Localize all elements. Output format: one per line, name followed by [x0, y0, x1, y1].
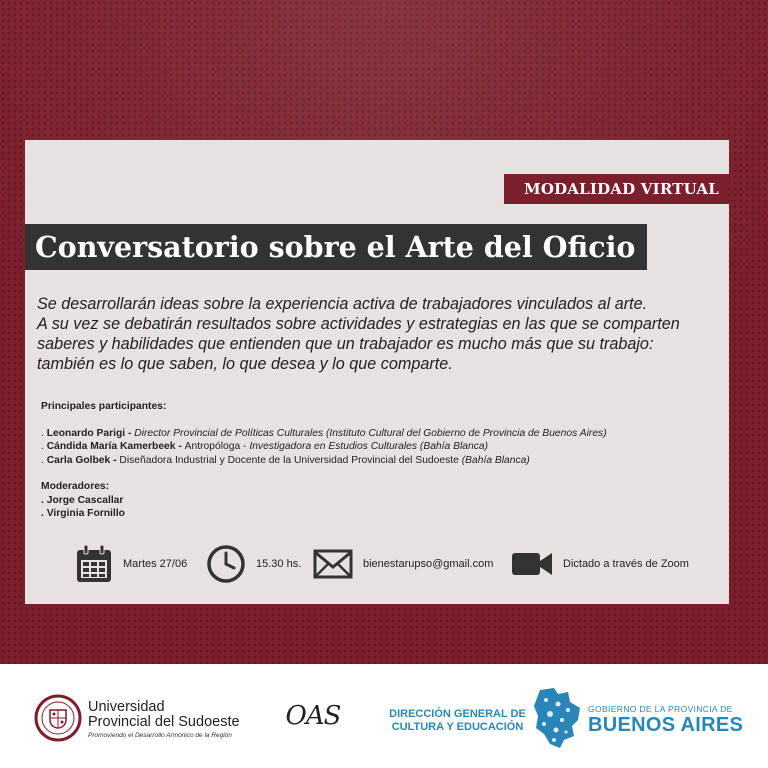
participant-role: (Bahía Blanca)	[461, 454, 530, 466]
participant-role-plain: Antropóloga -	[184, 441, 250, 452]
pba-big-text: BUENOS AIRES	[588, 714, 744, 736]
participant-role: Investigadora en Estudios Culturales (Bahía Blanca)	[249, 441, 489, 452]
calendar-icon	[75, 544, 113, 584]
clock-icon	[206, 544, 246, 584]
email-info[interactable]	[313, 542, 493, 586]
email-link[interactable]: bienestarupso@gmail.com	[363, 558, 494, 570]
participant-separator: -	[175, 441, 185, 452]
time-text: 15.30 hs.	[256, 558, 302, 570]
date-info	[75, 542, 187, 586]
moderator-item: . Virginia Fornillo	[41, 508, 125, 519]
dgce-line2: CULTURA Y EDUCACIÓN	[391, 721, 524, 733]
pba-wordmark	[588, 704, 743, 736]
modality-badge: MODALIDAD VIRTUAL	[504, 174, 729, 204]
moderator-item: . Jorge Cascallar	[41, 494, 124, 506]
participant-role: Director Provincial de Políticas Culturales (Instituto Cultural del Gobierno de Provincia de Buenos Aires)	[134, 427, 607, 439]
oas-logo: OAS	[285, 701, 341, 731]
upso-name-line1: Universidad	[88, 699, 165, 715]
time-info	[206, 542, 301, 586]
participant-bullet: .	[41, 441, 47, 452]
participants-section	[41, 400, 721, 521]
footer-logos	[0, 664, 768, 768]
participant-name: Leonardo Parigi	[46, 427, 126, 439]
participant-item	[41, 427, 721, 441]
event-description	[37, 294, 727, 374]
dgce-line1: DIRECCIÓN GENERAL DE	[389, 708, 526, 720]
moderators-heading: Moderadores:	[41, 481, 110, 492]
participant-name: Cándida María Kamerbeek	[46, 441, 176, 452]
description-line: también es lo que saben, lo que desea y lo que comparte.	[37, 355, 453, 373]
participant-bullet: .	[41, 427, 47, 439]
moderators-section	[41, 480, 721, 521]
participant-bullet: .	[41, 454, 47, 466]
upso-seal-logo	[34, 694, 82, 747]
event-info-row	[25, 542, 729, 586]
buenos-aires-map-icon	[532, 686, 584, 755]
participant-item	[41, 440, 721, 454]
upso-wordmark	[88, 700, 240, 739]
event-card	[25, 140, 729, 604]
participant-separator: -	[125, 427, 135, 439]
event-title: Conversatorio sobre el Arte del Oficio	[25, 224, 647, 270]
participants-heading: Principales participantes:	[41, 401, 167, 412]
pba-small-text: GOBIERNO DE LA PROVINCIA DE	[588, 704, 733, 714]
participant-role-plain: Diseñadora Industrial y Docente de la Universidad Provincial del Sudoeste	[119, 454, 462, 466]
platform-info	[511, 542, 689, 586]
participant-name: Carla Golbek	[46, 454, 111, 466]
upso-name-line2: Provincial del Sudoeste	[88, 714, 240, 730]
platform-text: Dictado a través de Zoom	[563, 558, 689, 570]
video-camera-icon	[511, 551, 553, 577]
dgce-logo	[385, 708, 530, 734]
upso-slogan: Promoviendo el Desarrollo Armónico de la Región	[88, 732, 232, 739]
description-line: A su vez se debatirán resultados sobre actividades y estrategias en las que se comparten	[37, 315, 680, 333]
description-line: Se desarrollarán ideas sobre la experiencia activa de trabajadores vinculados al arte.	[37, 295, 648, 313]
participant-item	[41, 454, 721, 468]
date-text: Martes 27/06	[123, 558, 188, 570]
mail-icon	[313, 549, 353, 579]
description-line: saberes y habilidades que entienden que un trabajador es mucho más que su trabajo:	[37, 335, 654, 353]
participant-separator: -	[110, 454, 120, 466]
